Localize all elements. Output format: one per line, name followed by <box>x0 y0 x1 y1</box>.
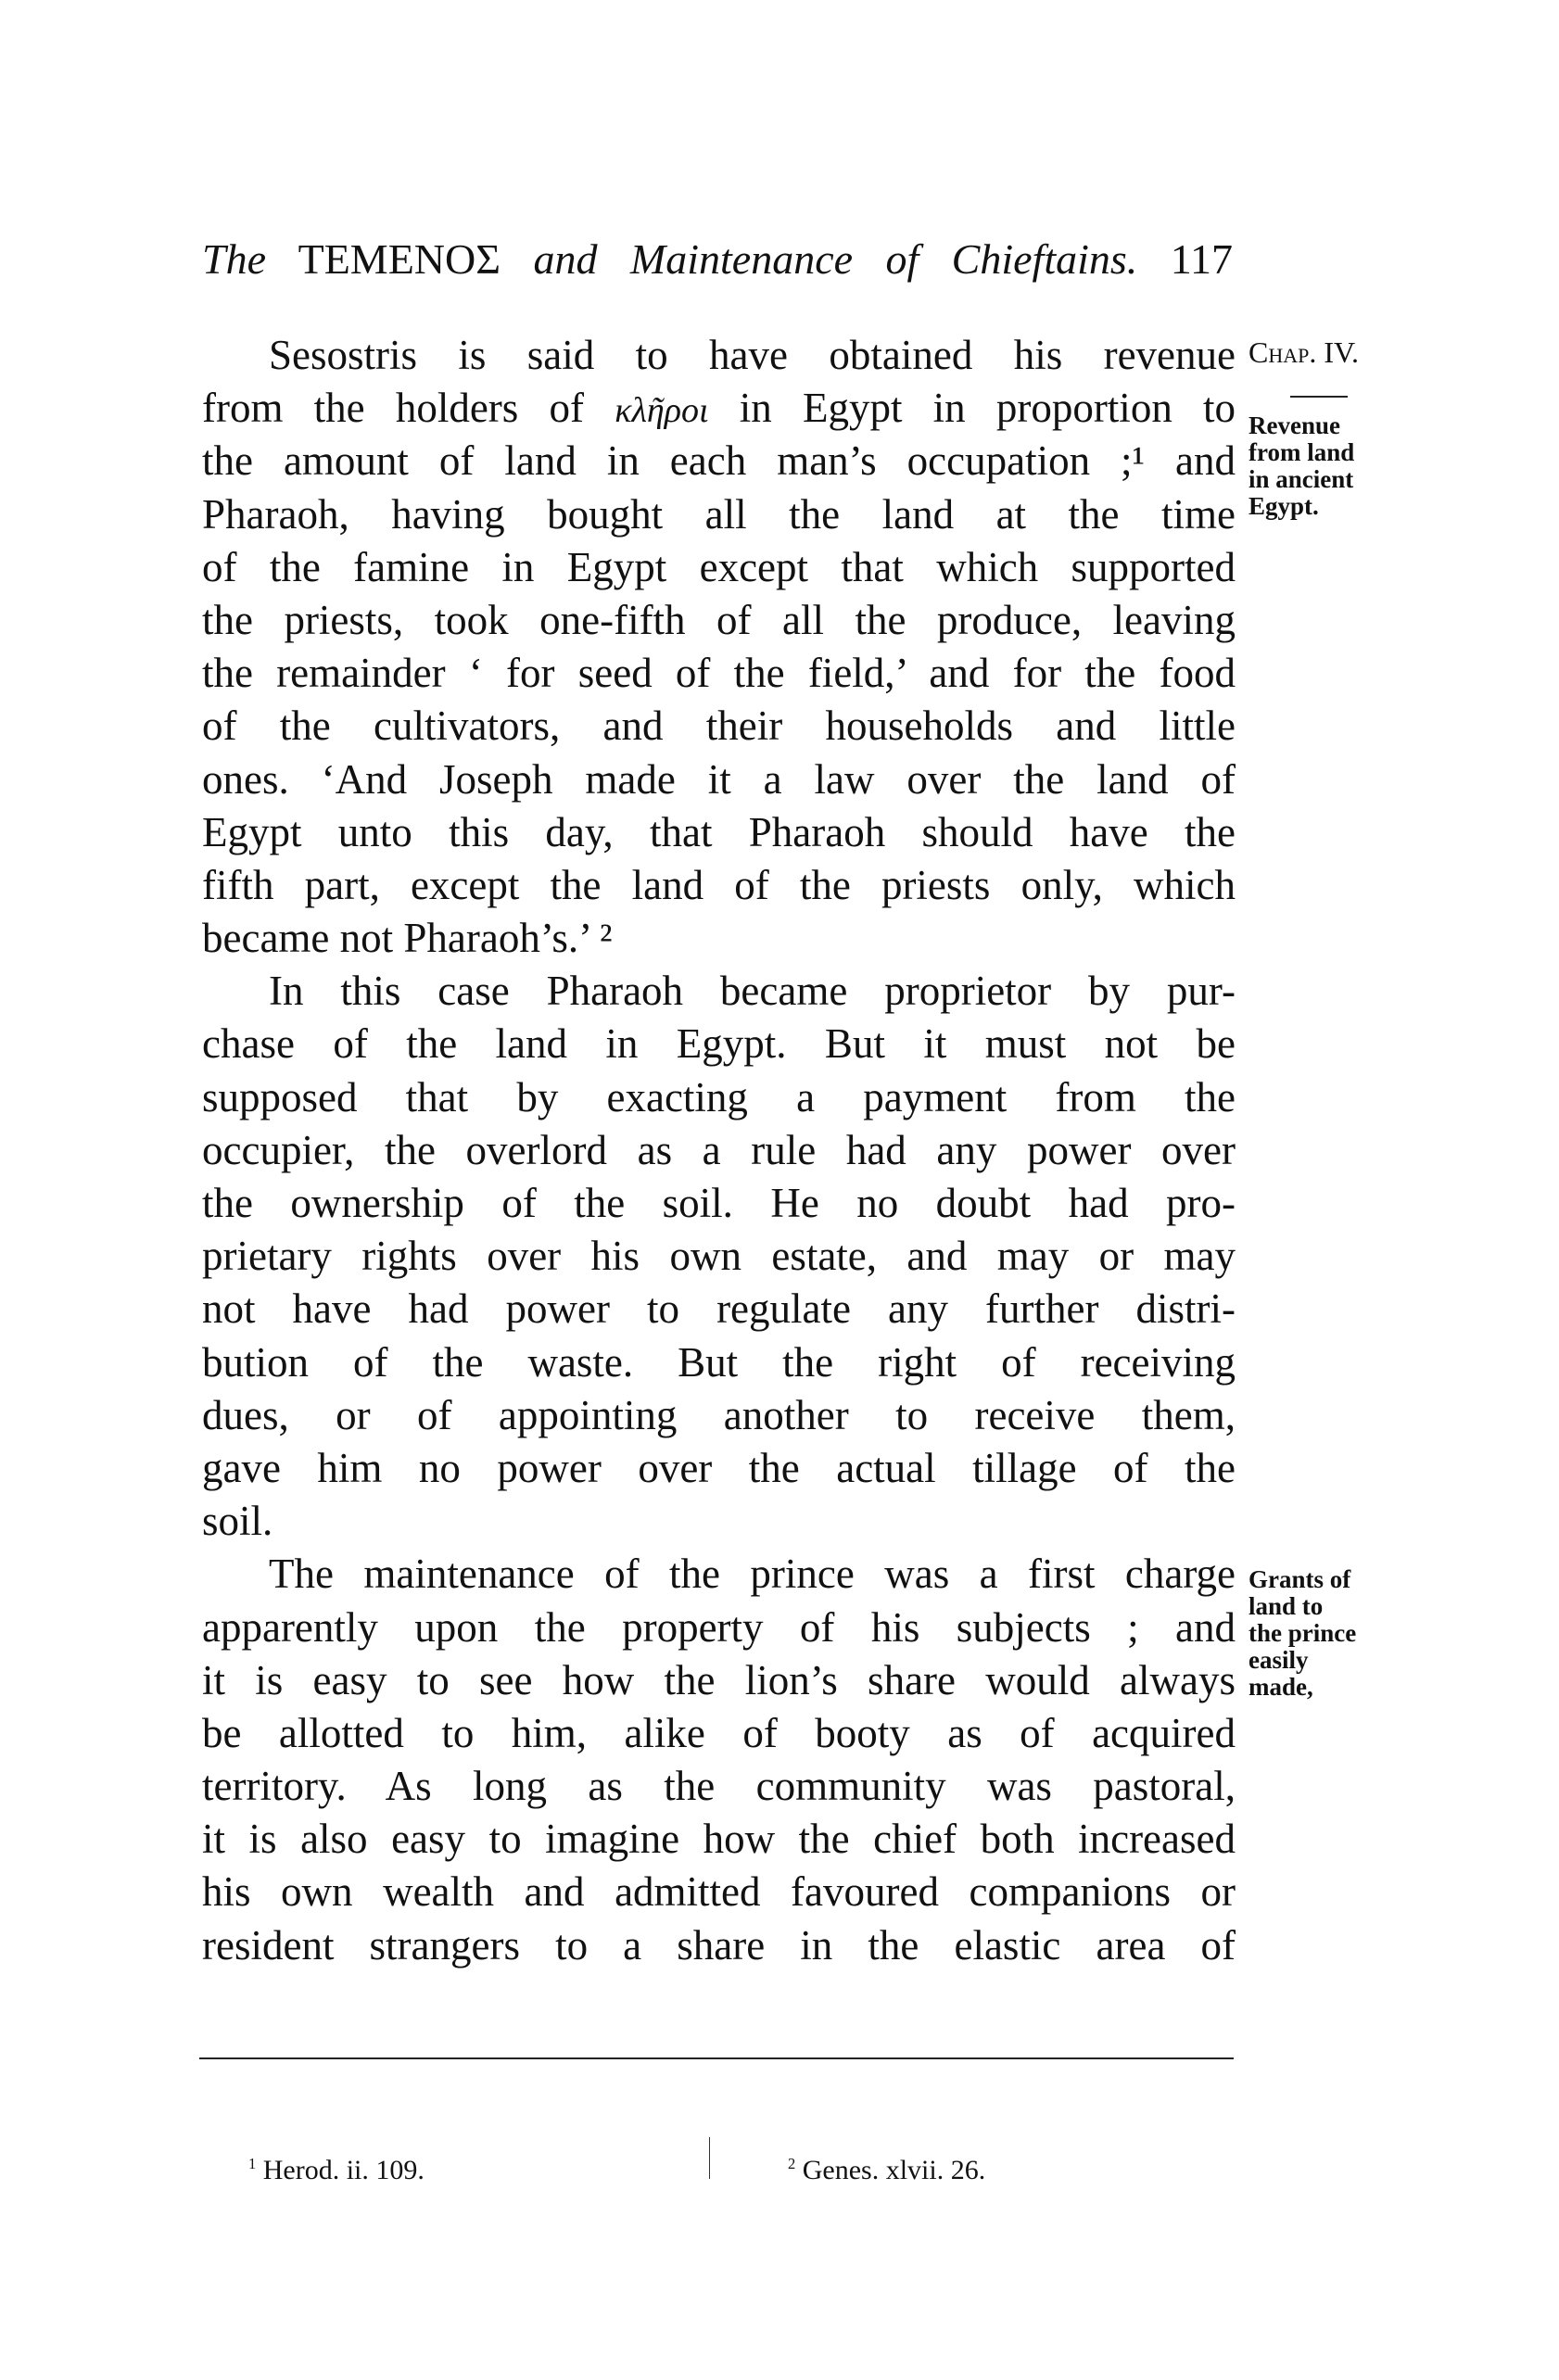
margin-note-line: made, <box>1248 1673 1313 1701</box>
margin-note-line: the prince <box>1248 1619 1357 1647</box>
text-line: apparently upon the property of his subjects ; and <box>202 1603 1236 1651</box>
text-line: Sesostris is said to have obtained his revenue <box>269 332 1236 378</box>
text-line: the ownership of the soil. He no doubt had pro- <box>202 1180 1236 1226</box>
text-line: it is also easy to imagine how the chief both increased <box>202 1816 1236 1863</box>
footnote-text: Herod. ii. 109. <box>262 2155 425 2185</box>
margin-note-line: in ancient <box>1248 465 1354 493</box>
text-line: supposed that by exacting a payment from the <box>202 1073 1236 1120</box>
text-line: fifth part, except the land of the priests only, which <box>202 861 1236 908</box>
margin-note-line: Revenue <box>1248 411 1340 439</box>
text-line: the amount of land in each man’s occupation ;¹ and <box>202 437 1236 485</box>
text-line: prietary rights over his own estate, and may or may <box>202 1233 1236 1280</box>
text-line: not have had power to regulate any further distri- <box>202 1285 1236 1333</box>
chapter-rule <box>1290 396 1348 398</box>
text-line: Pharaoh, having bought all the land at the time <box>202 490 1236 538</box>
text-line: soil. <box>202 1498 273 1545</box>
text-line: it is easy to see how the lion’s share would always <box>202 1656 1236 1703</box>
text-line <box>202 382 1236 435</box>
text-line: bution of the waste. But the right of receiving <box>202 1338 1236 1386</box>
footnote-1 <box>248 2152 425 2189</box>
text-segment: from the holders of <box>202 385 584 432</box>
text-line: territory. As long as the community was pastoral, <box>202 1763 1236 1810</box>
body-text <box>202 329 1236 1972</box>
text-line: dues, or of appointing another to receive them, <box>202 1391 1236 1438</box>
margin-note-line: Grants of <box>1248 1565 1351 1593</box>
margin-note-revenue <box>1248 412 1354 520</box>
margin-note-line: easily <box>1248 1646 1309 1674</box>
text-line: occupier, the overlord as a rule had any power over <box>202 1126 1236 1173</box>
text-line: The maintenance of the prince was a first charge <box>269 1551 1236 1598</box>
margin-note-line: from land <box>1248 438 1355 466</box>
text-line: the remainder ‘ for seed of the field,’ and for the food <box>202 650 1236 697</box>
text-line: gave him no power over the actual tillage of the <box>202 1444 1236 1491</box>
margin-note-line: Egypt. <box>1248 492 1319 520</box>
footnote-mark: 1 <box>248 2155 257 2172</box>
text-line: the priests, took one-fifth of all the produce, leaving <box>202 596 1236 643</box>
text-line: resident strangers to a share in the elastic area of <box>202 1921 1236 1969</box>
header-temenos: TEMENOΣ <box>298 235 501 283</box>
text-line: became not Pharaoh’s.’ ² <box>202 915 613 962</box>
page-number: 117 <box>1170 235 1234 283</box>
text-segment: in Egypt in proportion to <box>739 385 1236 432</box>
text-line: of the famine in Egypt except that which supported <box>202 543 1236 590</box>
text-line: ones. ‘And Joseph made it a law over the land of <box>202 755 1236 803</box>
header-the: The <box>202 235 266 283</box>
footnote-divider <box>709 2137 710 2179</box>
text-line: of the cultivators, and their households and little <box>202 703 1236 750</box>
text-line: chase of the land in Egypt. But it must not be <box>202 1020 1236 1068</box>
header-title: and Maintenance of Chieftains. <box>533 235 1138 283</box>
footnote-text: Genes. xlvii. 26. <box>802 2155 986 2185</box>
greek-word: κλῆροι <box>615 391 709 431</box>
chapter-label: Chap. IV. <box>1248 335 1359 369</box>
margin-note-line: land to <box>1248 1592 1324 1620</box>
footnote-rule <box>199 2057 1234 2059</box>
text-line: In this case Pharaoh became proprietor by pur- <box>269 968 1236 1015</box>
running-header <box>202 234 1233 285</box>
footnote-mark: 2 <box>788 2155 796 2172</box>
text-line: be allotted to him, alike of booty as of acquired <box>202 1709 1236 1756</box>
margin-note-grants <box>1248 1566 1356 1701</box>
text-line: Egypt unto this day, that Pharaoh should have the <box>202 808 1236 855</box>
footnote-2 <box>788 2152 985 2189</box>
text-line: his own wealth and admitted favoured companions or <box>202 1868 1236 1916</box>
